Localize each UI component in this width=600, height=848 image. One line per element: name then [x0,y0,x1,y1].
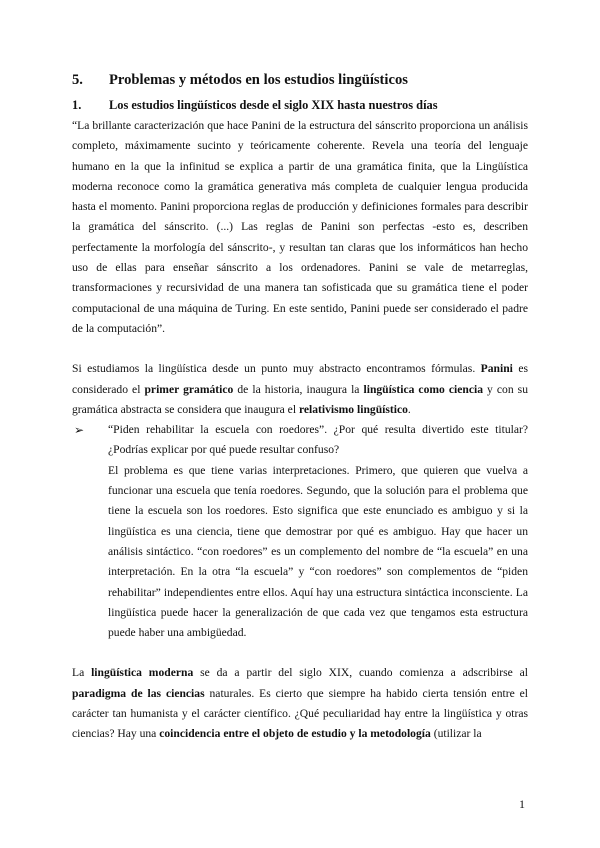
intro-paragraph: Si estudiamos la lingüística desde un punto muy abstracto encontramos fórmulas. Panini es considerado el primer gramático de la historia, inaugura la lingüística como ciencia y con su gramática abstracta se considera que inaugura el relativismo lingüístico. [72,362,528,416]
bold-term: Panini [480,362,513,376]
bold-term: lingüística moderna [91,666,194,680]
subsection-title: Los estudios lingüísticos desde el siglo XIX hasta nuestros días [109,98,438,112]
section-number: 5. [72,72,83,88]
bullet-answer-block [72,461,528,644]
bullet-question: “Piden rehabilitar la escuela con roedores”. ¿Por qué resulta divertido este titular? ¿Podrías explicar por qué puede resultar confuso? [108,423,528,457]
section-title: Problemas y métodos en los estudios lingüísticos [109,72,408,88]
page-number: 1 [519,797,525,811]
bold-term: coincidencia entre el objeto de estudio y la metodología [159,727,431,741]
subsection-heading [72,96,528,114]
arrow-bullet-icon: ➢ [74,423,85,438]
modern-linguistics-paragraph: La lingüística moderna se da a partir del siglo XIX, cuando comienza a adscribirse al paradigma de las ciencias naturales. Es cierto que siempre ha habido cierta tensión entre el carácter tan humanista y el carácter científico. ¿Qué peculiaridad hay entre la lingüística y otras ciencias? Hay una coincidencia entre el objeto de estudio y la metodología (utilizar la [72,666,528,741]
bullet-item [72,420,528,461]
bold-term: primer gramático [144,382,234,396]
subsection-number: 1. [72,98,82,112]
bold-term: relativismo lingüístico [298,402,408,416]
bold-term: lingüística como ciencia [363,382,484,396]
document-page [72,70,528,745]
bold-term: paradigma de las ciencias [72,686,205,700]
section-heading [72,70,528,90]
quote-paragraph: “La brillante caracterización que hace Panini de la estructura del sánscrito proporciona un análisis completo, máximamente sucinto y teóricamente coherente. Revela una teoría del lenguaje humano en la que la infinitud se explica a partir de una gramática finita, que la Lingüística moderna reconoce como la gramática generativa más completa de cualquier lengua producida hasta el momento. Panini proporciona reglas de producción y definiciones formales para describir la gramática del sánscrito. (...) Las reglas de Panini son perfectas -esto es, describen perfectamente la morfología del sánscrito-, y resultan tan claras que los informáticos han hecho uso de ellas para enseñar sánscrito a los ordenadores. Panini se vale de metarreglas, transformaciones y recursividad de una manera tan sofisticada que su gramática tiene el poder computacional de una máquina de Turing. En este sentido, Panini puede ser considerado el padre de la computación”. [72,119,528,335]
bullet-answer: El problema es que tiene varias interpretaciones. Primero, que quieren que vuelva a funcionar una escuela que tenía roedores. Segundo, que la solución para el problema que tiene la escuela son los roedores. Esto significa que este enunciado es ambiguo y si la lingüística es una ciencia, tiene que demostrar por qué es ambiguo. Hay que hacer un análisis sintáctico. “con roedores” es un complemento del nombre de “la escuela” en una interpretación. En la otra “la escuela” y “con roedores” son complementos de “piden rehabilitar” independientes entre ellos. Aquí hay una estructura sintáctica inconsciente. La lingüística puede hacer la generalización de que cada vez que tengamos esta estructura puede haber una ambigüedad. [108,463,528,640]
